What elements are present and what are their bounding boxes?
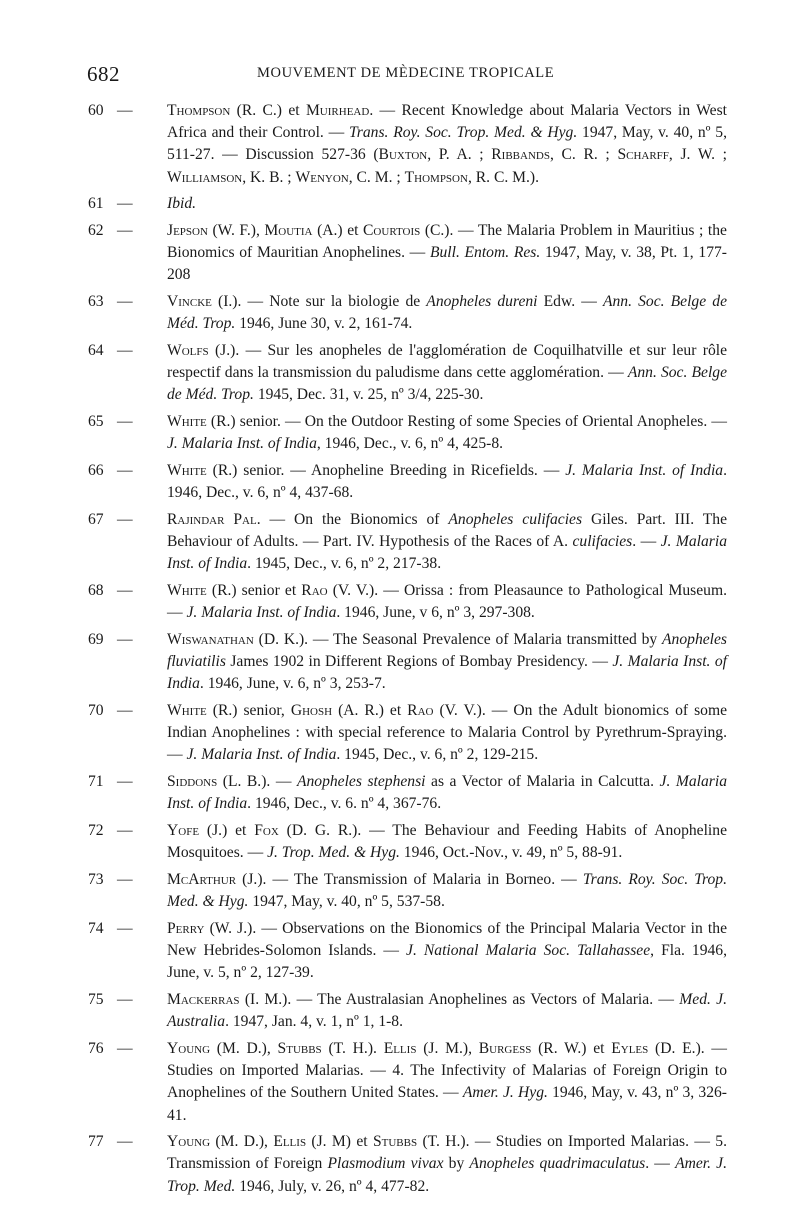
author-name: Eyles	[611, 1039, 649, 1057]
reference-text-run: Edw. —	[537, 293, 603, 311]
reference-entry	[87, 771, 727, 815]
reference-dash: —	[117, 102, 133, 119]
reference-number: 76	[88, 1039, 104, 1057]
reference-entry	[87, 989, 727, 1033]
reference-entry	[87, 700, 727, 767]
reference-number: 71	[88, 773, 104, 791]
reference-text-run: (D. E.). — Studies on Imported Malarias. — 4. The Infectivity of Malarias of Foreign Origin to Anophelines of the Southern United States. —	[167, 1039, 728, 1102]
reference-italic-text: J. National Malaria Soc. Tallahassee	[406, 942, 651, 960]
reference-text-run: . 1947, Jan. 4, v. 1, nº 1, 1-8.	[225, 1013, 404, 1031]
reference-text	[167, 1040, 727, 1124]
reference-entry	[87, 869, 727, 913]
reference-dash: —	[117, 991, 133, 1009]
reference-text-run: 1946, July, v. 26, nº 4, 477-82.	[235, 1177, 430, 1195]
reference-number: 72	[88, 822, 104, 840]
reference-number: 73	[88, 871, 104, 888]
reference-text-run: . 1946, Dec., v. 6, nº 4, 437-68.	[167, 462, 727, 502]
reference-italic-text: J. Malaria Inst. of India	[186, 604, 337, 622]
reference-text-run: , K. B. ;	[242, 168, 296, 186]
author-name: Scharff	[617, 146, 669, 164]
reference-dash: —	[117, 919, 133, 937]
reference-text-run: (W. J.). — Observations on the Bionomics of the Principal Malaria Vector in the New Hebrides-Solomon Islands. —	[167, 919, 727, 960]
reference-text-run: (V. V.). — On the Adult bionomics of some Indian Anophelines : with special reference to Malaria Control by Pyrethrum-Spraying. —	[167, 702, 728, 764]
reference-list	[87, 100, 727, 1202]
author-name: Wolfs	[167, 342, 209, 360]
reference-dash: —	[117, 630, 133, 648]
reference-text-run: (R.) senior et	[206, 582, 302, 600]
reference-number: 65	[88, 413, 104, 431]
author-name: Perry	[167, 919, 205, 937]
reference-number: 68	[88, 582, 104, 600]
author-name: Yofe	[167, 822, 200, 840]
reference-text-run: (T. H.). — Studies on Imported Malarias. — 5. Transmission of Foreign	[167, 1133, 727, 1173]
reference-number: 64	[88, 342, 104, 360]
reference-text-run: as a Vector of Malaria in Calcutta.	[425, 773, 660, 791]
running-title: MOUVEMENT DE MÈDECINE TROPICALE	[257, 65, 555, 81]
reference-entry	[87, 509, 727, 576]
reference-italic-text: J. Malaria Inst. of India	[167, 653, 727, 693]
reference-entry	[87, 460, 727, 504]
reference-italic-text: J. Malaria Inst. of India	[167, 435, 317, 453]
author-name: Thompson	[404, 168, 468, 186]
reference-dash: —	[117, 222, 133, 240]
reference-entry	[87, 193, 727, 215]
reference-text-run: 1945, Dec. 31, v. 25, nº 3/4, 225-30.	[253, 386, 484, 404]
reference-text-run: . — On the Bionomics of	[256, 510, 449, 528]
author-name: Young	[167, 1039, 211, 1057]
author-name: Siddons	[167, 773, 218, 791]
author-name: White	[167, 702, 207, 720]
reference-text-run: , P. A. ;	[427, 146, 492, 164]
author-name: Ghosh	[290, 702, 333, 720]
reference-text-run: (V. V.). — Orissa : from Pleasaunce to Pathological Museum. —	[167, 582, 727, 622]
reference-text	[167, 195, 196, 212]
reference-number: 70	[88, 702, 104, 720]
reference-text-run: 1947, May, v. 40, nº 5, 511-27. — Discussion 527-36 (	[167, 124, 727, 164]
reference-dash: —	[117, 822, 133, 840]
reference-italic-text: Anopheles culifacies	[448, 510, 583, 528]
reference-italic-text: J. Malaria Inst. of India	[167, 533, 727, 573]
reference-text-run: (R.) senior,	[206, 702, 291, 720]
reference-italic-text: Ann. Soc. Belge de Méd. Trop.	[167, 293, 727, 333]
reference-text-run: (J.). — Sur les anopheles de l'agglomération de Coquilhatville et sur leur rôle respectif dans la transmission du paludisme dans cette agglomération. —	[167, 342, 727, 382]
reference-text-run: (J.) et	[199, 822, 255, 840]
reference-text-run: . —	[645, 1155, 676, 1173]
reference-text-run: (I. M.). — The Australasian Anophelines as Vectors of Malaria. —	[239, 991, 680, 1009]
reference-dash: —	[117, 195, 133, 213]
reference-text-run: , J. W. ;	[668, 146, 728, 164]
reference-text-run: (R.) senior. — Anopheline Breeding in Ricefields. —	[206, 462, 566, 480]
author-name: Ribbands	[491, 146, 550, 164]
reference-text-run: , C. M. ;	[348, 168, 405, 186]
reference-italic-text: Anopheles quadrimaculatus	[469, 1155, 646, 1173]
reference-number: 63	[88, 293, 104, 311]
reference-italic-text: culifacies	[572, 533, 633, 551]
reference-text-run: 1947, May, v. 38, Pt. 1, 177-208	[167, 244, 727, 284]
reference-text-run: . 1946, June, v. 6, nº 3, 253-7.	[199, 675, 386, 693]
author-name: Courtois	[363, 222, 421, 240]
author-name: Rao	[407, 702, 434, 720]
author-name: Burgess	[478, 1039, 532, 1057]
author-name: Stubbs	[277, 1039, 322, 1057]
reference-entry	[87, 1131, 727, 1198]
reference-entry	[87, 1038, 727, 1127]
reference-text-run: (J. M) et	[306, 1133, 373, 1151]
reference-number: 67	[88, 510, 104, 528]
reference-number: 77	[88, 1133, 104, 1151]
reference-dash: —	[117, 582, 133, 600]
reference-dash: —	[117, 871, 133, 888]
author-name: Moutia	[264, 222, 313, 240]
reference-dash: —	[117, 510, 133, 528]
reference-text-run: (D. K.). — The Seasonal Prevalence of Malaria transmitted by	[253, 630, 663, 648]
author-name: Williamson	[167, 168, 243, 186]
reference-entry	[87, 340, 727, 407]
author-name: Stubbs	[372, 1133, 418, 1151]
reference-dash: —	[117, 293, 133, 311]
reference-text-run: . 1946, Dec., v. 6. nº 4, 367-76.	[247, 795, 442, 813]
author-name: Young	[167, 1133, 211, 1151]
reference-text-run: 1946, May, v. 43, nº 3, 326-41.	[167, 1084, 727, 1124]
reference-text-run: . 1945, Dec., v. 6, nº 2, 217-38.	[247, 555, 442, 573]
author-name: White	[167, 462, 207, 480]
author-name: McArthur	[167, 871, 237, 888]
reference-dash: —	[117, 702, 133, 720]
reference-entry	[87, 220, 727, 287]
author-name: Thompson	[167, 102, 231, 119]
reference-text	[167, 582, 727, 621]
reference-text-run: (R. C.) et	[230, 102, 306, 119]
author-name: Rao	[301, 582, 328, 600]
reference-italic-text: Ann. Soc. Belge de Méd. Trop.	[167, 364, 727, 404]
reference-text	[167, 1133, 727, 1194]
author-name: Buxton	[378, 146, 428, 164]
reference-text-run: by	[443, 1155, 470, 1173]
reference-text	[167, 920, 727, 981]
reference-text-run: (C.). — The Malaria Problem in Mauritius ; the Bionomics of Mauritian Anophelines. —	[167, 222, 727, 262]
reference-text	[167, 702, 727, 763]
reference-text-run: (W. F.),	[207, 222, 265, 240]
reference-dash: —	[117, 773, 133, 791]
reference-text-run: . — Recent Knowledge about Malaria Vectors in West Africa and their Control. —	[167, 102, 727, 142]
reference-text-run: (L. B.). —	[217, 773, 297, 791]
author-name: Ellis	[383, 1039, 417, 1057]
reference-text-run: . 1945, Dec., v. 6, nº 2, 129-215.	[336, 746, 539, 764]
reference-italic-text: Trans. Roy. Soc. Trop. Med. & Hyg.	[167, 871, 727, 911]
reference-dash: —	[117, 1039, 133, 1057]
reference-dash: —	[117, 1133, 133, 1151]
reference-text-run: . —	[632, 533, 661, 551]
reference-text	[167, 222, 727, 283]
reference-entry	[87, 629, 727, 696]
reference-entry	[87, 918, 727, 985]
reference-italic-text: Amer. J. Trop. Med.	[167, 1155, 727, 1195]
reference-dash: —	[117, 462, 133, 480]
author-name: Rajindar Pal	[167, 510, 257, 528]
author-name: Ellis	[273, 1133, 307, 1151]
reference-text-run: (J.). — The Transmission of Malaria in Borneo. —	[236, 871, 583, 888]
reference-text-run: 1946, Oct.-Nov., v. 49, nº 5, 88-91.	[399, 844, 623, 862]
reference-text	[167, 462, 727, 501]
reference-text-run: (A.) et	[312, 222, 364, 240]
reference-italic-text: J. Malaria Inst. of India	[186, 746, 337, 764]
reference-text	[167, 511, 727, 572]
author-name: Wiswanathan	[167, 630, 254, 648]
reference-italic-text: Anopheles stephensi	[296, 773, 426, 791]
reference-text-run: (R. W.) et	[531, 1039, 612, 1057]
reference-italic-text: Trans. Roy. Soc. Trop. Med. & Hyg.	[348, 124, 578, 142]
reference-italic-text: Bull. Entom. Res.	[429, 244, 541, 262]
reference-text	[167, 293, 727, 332]
reference-italic-text: Anopheles dureni	[426, 293, 538, 311]
author-name: White	[167, 413, 207, 431]
author-name: Fox	[254, 822, 279, 840]
author-name: Mackerras	[167, 991, 240, 1009]
reference-text	[167, 871, 727, 910]
reference-entry	[87, 291, 727, 335]
author-name: Wenyon	[295, 168, 349, 186]
reference-text-run: . 1946, June, v 6, nº 3, 297-308.	[336, 604, 535, 622]
reference-text-run: (I.). — Note sur la biologie de	[211, 293, 427, 311]
reference-text-run: (A. R.) et	[332, 702, 408, 720]
author-name: Muirhead	[305, 102, 370, 119]
reference-italic-text: Ibid.	[167, 195, 197, 213]
reference-dash: —	[117, 342, 133, 360]
reference-number: 69	[88, 630, 104, 648]
reference-text-run: Giles. Part. III. The Behaviour of Adults. — Part. IV. Hypothesis of the Races of A.	[167, 510, 727, 551]
reference-italic-text: J. Malaria Inst. of India	[167, 773, 727, 813]
reference-text	[167, 822, 727, 861]
reference-text-run: (T. H.).	[321, 1039, 384, 1057]
reference-entry	[87, 411, 727, 455]
reference-dash: —	[117, 413, 133, 431]
reference-text-run: (R.) senior. — On the Outdoor Resting of some Species of Oriental Anopheles. —	[206, 413, 727, 431]
reference-number: 60	[88, 102, 104, 119]
reference-number: 66	[88, 462, 104, 480]
reference-text-run: , C. R. ;	[549, 146, 618, 164]
reference-number: 75	[88, 991, 104, 1009]
reference-text-run: (M. D.),	[210, 1133, 274, 1151]
reference-entry	[87, 820, 727, 864]
page-header	[87, 62, 717, 86]
reference-text-run: (D. G. R.). — The Behaviour and Feeding Habits of Anopheline Mosquitoes. —	[167, 822, 727, 862]
reference-text	[167, 631, 727, 692]
reference-text	[167, 102, 727, 186]
reference-italic-text: Med. J. Australia	[167, 991, 728, 1031]
reference-number: 62	[88, 222, 104, 240]
reference-text-run: (J. M.),	[416, 1039, 479, 1057]
reference-text-run: , 1946, Dec., v. 6, nº 4, 425-8.	[316, 435, 504, 453]
reference-entry	[87, 580, 727, 624]
reference-text	[167, 991, 727, 1030]
reference-text-run: (M. D.),	[210, 1039, 278, 1057]
reference-entry	[87, 100, 727, 189]
reference-text-run: James 1902 in Different Regions of Bombay Presidency. —	[225, 653, 613, 671]
reference-text	[167, 773, 727, 812]
reference-italic-text: J. Malaria Inst. of India	[565, 462, 724, 480]
reference-italic-text: Anopheles fluviatilis	[167, 630, 727, 671]
reference-number: 61	[88, 195, 104, 213]
reference-text-run: , R. C. M.).	[467, 168, 540, 186]
author-name: White	[167, 582, 207, 600]
author-name: Jepson	[167, 222, 208, 240]
reference-italic-text: J. Trop. Med. & Hyg.	[267, 844, 400, 862]
reference-text	[167, 413, 727, 452]
reference-italic-text: Amer. J. Hyg.	[462, 1084, 548, 1102]
page-number: 682	[87, 62, 120, 86]
reference-text-run: , Fla. 1946, June, v. 5, nº 2, 127-39.	[167, 942, 727, 982]
reference-text-run: 1947, May, v. 40, nº 5, 537-58.	[248, 893, 445, 911]
reference-number: 74	[88, 919, 104, 937]
reference-text	[167, 342, 727, 403]
reference-text-run: 1946, June 30, v. 2, 161-74.	[235, 315, 413, 333]
reference-italic-text: Plasmodium vivax	[327, 1155, 444, 1173]
author-name: Vincke	[167, 293, 212, 311]
